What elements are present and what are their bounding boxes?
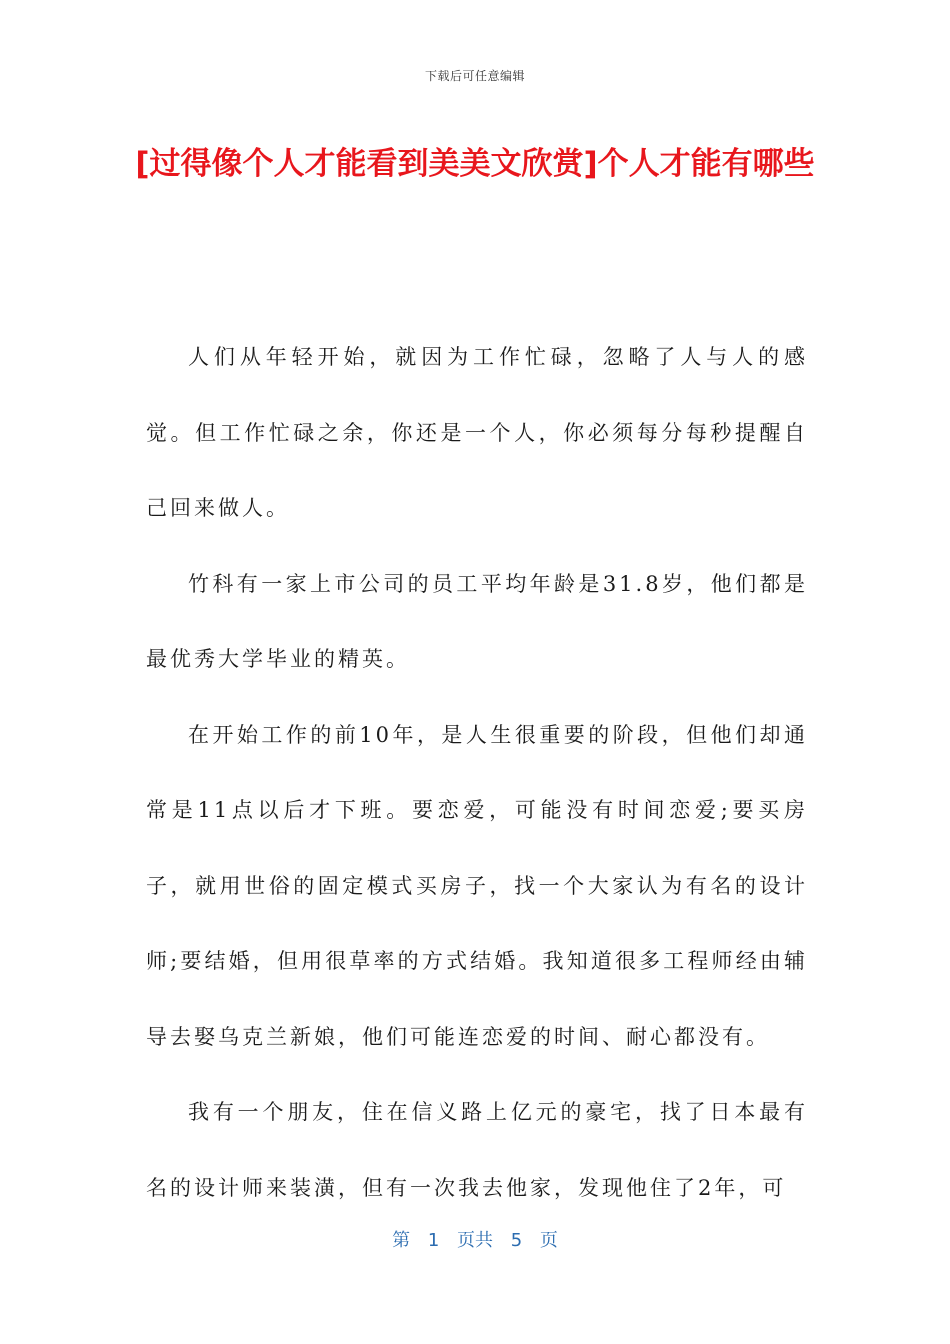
paragraph: 竹科有一家上市公司的员工平均年龄是31.8岁，他们都是最优秀大学毕业的精英。: [146, 571, 808, 671]
document-title: [过得像个人才能看到美美文欣赏]个人才能有哪些: [135, 146, 815, 182]
paragraph: 人们从年轻开始，就因为工作忙碌，忽略了人与人的感觉。但工作忙碌之余，你还是一个人，你必须每分每秒提醒自己回来做人。: [146, 345, 808, 520]
paragraph: 在开始工作的前10年，是人生很重要的阶段，但他们却通常是11点以后才下班。要恋爱，可能没有时间恋爱;要买房子，就用世俗的固定模式买房子，找一个大家认为有名的设计师;要结婚，但用很草率的方式结婚。我知道很多工程师经由辅导去娶乌克兰新娘，他们可能连恋爱的时间、耐心都没有。: [146, 722, 808, 1049]
document-body: [146, 320, 808, 1226]
paragraph: 我有一个朋友，住在信义路上亿元的豪宅，找了日本最有名的设计师来装潢，但有一次我去他家，发现他住了2年，可: [146, 1100, 808, 1200]
page-number-footer: 第 1 页共 5 页: [392, 1230, 558, 1251]
header-note: 下载后可任意编辑: [424, 69, 525, 83]
